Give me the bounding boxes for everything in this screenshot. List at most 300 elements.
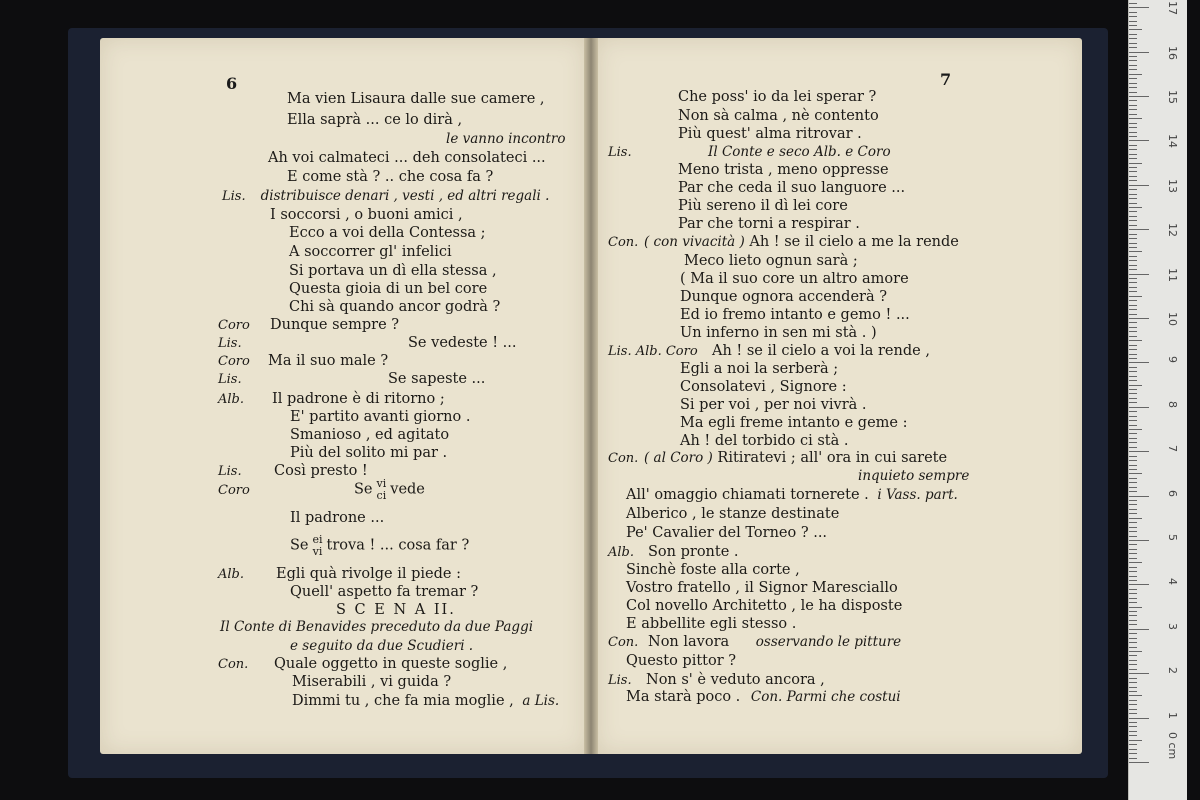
ruler-tick xyxy=(1129,185,1149,186)
line-text: Non s' è veduto ancora , xyxy=(646,672,825,688)
ruler-label: 0 cm xyxy=(1166,732,1179,760)
text-line: E' partito avanti giorno . xyxy=(290,409,471,425)
ruler-tick xyxy=(1129,678,1137,679)
text-line xyxy=(218,318,399,333)
ruler-tick xyxy=(1129,664,1137,665)
text-line: Miserabili , vi guida ? xyxy=(292,674,452,690)
ruler-tick xyxy=(1129,624,1137,625)
ruler-label: 15 xyxy=(1166,90,1179,104)
ruler-tick xyxy=(1129,655,1137,656)
ruler-tick xyxy=(1129,700,1137,701)
line-text: Così presto ! xyxy=(274,463,368,479)
text-line xyxy=(292,694,559,709)
stage-direction: a Lis. xyxy=(522,693,560,709)
ruler-tick xyxy=(1129,398,1137,399)
speaker-label: Con. xyxy=(608,235,639,250)
ruler-tick xyxy=(1129,682,1137,683)
text-line xyxy=(608,673,825,688)
speaker-label: Lis. Alb. Coro xyxy=(608,344,698,359)
ruler-tick xyxy=(1129,140,1149,141)
speaker-label: Lis. xyxy=(218,464,242,479)
ruler-tick xyxy=(1129,620,1137,621)
stage-direction: Il Conte e seco Alb. e Coro xyxy=(708,144,891,160)
line-text: Se sapeste ... xyxy=(388,371,486,387)
ruler-tick xyxy=(1129,158,1137,159)
speaker-label: Lis. xyxy=(218,372,242,387)
ruler-tick xyxy=(1129,291,1137,292)
speaker-label: Lis. xyxy=(608,673,632,688)
text-line: Dunque ognora accenderà ? xyxy=(680,289,888,305)
speaker-label: Con. xyxy=(608,451,639,466)
ruler-tick xyxy=(1129,65,1137,66)
ruler-tick xyxy=(1129,433,1137,434)
ruler-tick xyxy=(1129,322,1137,323)
text-line: Egli a noi la serberà ; xyxy=(680,361,839,377)
ruler-tick xyxy=(1129,651,1142,652)
text-line: A soccorrer gl' infelici xyxy=(289,244,452,260)
text-line: Più del solito mi par . xyxy=(290,445,448,461)
text-line xyxy=(626,690,901,705)
ruler-tick xyxy=(1129,451,1149,452)
speaker-label: Lis. xyxy=(608,145,632,160)
ruler-label: 1 xyxy=(1166,711,1179,719)
text-line xyxy=(608,145,891,160)
text-line xyxy=(608,635,901,650)
ruler-tick xyxy=(1129,593,1137,594)
ruler-tick xyxy=(1129,100,1137,101)
text-line: Questa gioia di un bel core xyxy=(289,281,488,297)
text-line: Pe' Cavalier del Torneo ? ... xyxy=(626,525,828,541)
ruler-tick xyxy=(1129,411,1137,412)
ruler-tick xyxy=(1129,362,1149,363)
ruler-tick xyxy=(1129,296,1142,297)
text-line: Che poss' io da lei sperar ? xyxy=(678,89,877,105)
ruler-tick xyxy=(1129,633,1137,634)
ruler-tick xyxy=(1129,336,1137,337)
ruler-tick xyxy=(1129,576,1137,577)
ruler-tick xyxy=(1129,109,1137,110)
ruler-tick xyxy=(1129,349,1137,350)
ruler-tick xyxy=(1129,256,1137,257)
ruler-tick xyxy=(1129,305,1137,306)
speaker-label: Coro xyxy=(218,354,250,369)
ruler-tick xyxy=(1129,407,1149,408)
text-line: I soccorsi , o buoni amici , xyxy=(270,207,463,223)
speaker-label: Lis. xyxy=(218,336,242,351)
ruler-tick xyxy=(1129,695,1142,696)
variant-top: ei xyxy=(312,533,323,546)
stage-direction: distribuisce denari , vesti , ed altri regali . xyxy=(260,188,550,204)
text-line: Smanioso , ed agitato xyxy=(290,427,450,443)
stage-direction: Il Conte di Benavides preceduto da due Paggi xyxy=(220,619,534,635)
ruler-tick xyxy=(1129,83,1137,84)
ruler-tick xyxy=(1129,52,1149,53)
ruler-tick xyxy=(1129,562,1142,563)
ruler-tick xyxy=(1129,607,1142,608)
text-line xyxy=(218,567,461,582)
text-line: Più quest' alma ritrovar . xyxy=(678,126,862,142)
ruler-tick xyxy=(1129,318,1149,319)
ruler-tick xyxy=(1129,251,1142,252)
ruler-tick xyxy=(1129,553,1137,554)
text-line: Ed io fremo intanto e gemo ! ... xyxy=(680,307,910,323)
ruler-label: 13 xyxy=(1166,178,1179,193)
ruler-tick xyxy=(1129,611,1137,612)
variant-bottom: vi xyxy=(312,544,323,558)
line-text: Ah ! se il cielo a me la rende xyxy=(749,234,959,250)
ruler-tick xyxy=(1129,753,1137,754)
variant-bottom: ci xyxy=(376,488,387,502)
ruler-tick xyxy=(1129,309,1137,310)
text-line: E come stà ? .. che cosa fa ? xyxy=(287,169,494,185)
ruler-tick xyxy=(1129,442,1137,443)
ruler-label: 3 xyxy=(1166,622,1179,630)
ruler-label: 8 xyxy=(1166,400,1179,408)
ruler-tick xyxy=(1129,513,1137,514)
ruler-label: 9 xyxy=(1166,356,1179,364)
line-text: Ma starà poco . xyxy=(626,689,741,705)
ruler-tick xyxy=(1129,385,1142,386)
text-line: Ma vien Lisaura dalle sue camere , xyxy=(287,91,545,107)
ruler-tick xyxy=(1129,735,1137,736)
ruler-tick xyxy=(1129,278,1137,279)
text-line xyxy=(608,545,739,560)
text-line: E abbellite egli stesso . xyxy=(626,616,797,632)
ruler-tick xyxy=(1129,509,1137,510)
ruler-tick xyxy=(1129,282,1137,283)
ruler-tick xyxy=(1129,496,1149,497)
text-line xyxy=(608,235,959,250)
text-line: Ah ! del torbido ci stà . xyxy=(680,433,849,449)
ruler-tick xyxy=(1129,713,1137,714)
ruler-tick xyxy=(1129,744,1137,745)
line-text: Dunque sempre ? xyxy=(270,317,400,333)
ruler-tick xyxy=(1129,718,1149,719)
text-line: Col novello Architetto , le ha disposte xyxy=(626,598,903,614)
text-line: Ella saprà ... ce lo dirà , xyxy=(287,112,463,128)
speaker-label: Alb. xyxy=(218,567,244,582)
ruler-tick xyxy=(1129,105,1137,106)
ruler-tick xyxy=(1129,327,1137,328)
ruler-label: 2 xyxy=(1166,667,1179,675)
ruler-tick xyxy=(1129,380,1137,381)
ruler-tick xyxy=(1129,571,1137,572)
ruler-tick xyxy=(1129,500,1137,501)
text-line: Si per voi , per noi vivrà . xyxy=(680,397,867,413)
ruler-label: 11 xyxy=(1166,267,1179,282)
ruler-tick xyxy=(1129,602,1137,603)
text-line xyxy=(218,657,507,672)
line-text: Ritiratevi ; all' ora in cui sarete xyxy=(717,450,948,466)
ruler-tick xyxy=(1129,758,1137,759)
ruler-tick xyxy=(1129,687,1137,688)
ruler-tick xyxy=(1129,118,1142,119)
ruler-tick xyxy=(1129,34,1137,35)
line-text: trova ! ... cosa far ? xyxy=(326,537,470,554)
ruler-tick xyxy=(1129,145,1137,146)
ruler-tick xyxy=(1129,225,1137,226)
text-line: Questo pittor ? xyxy=(626,653,737,669)
ruler-tick xyxy=(1129,21,1137,22)
text-line xyxy=(218,392,445,407)
ruler-tick xyxy=(1129,189,1137,190)
ruler-tick xyxy=(1129,43,1137,44)
ruler-tick xyxy=(1129,114,1137,115)
line-text: Se xyxy=(290,537,309,554)
line-text: Non lavora xyxy=(648,634,730,650)
ruler-tick xyxy=(1129,38,1137,39)
ruler-tick xyxy=(1129,69,1137,70)
ruler-tick xyxy=(1129,198,1137,199)
text-line: Chi sà quando ancor godrà ? xyxy=(289,299,501,315)
ruler-tick xyxy=(1129,389,1137,390)
speaker-label: Con. xyxy=(608,635,639,650)
ruler-tick xyxy=(1129,522,1137,523)
text-line xyxy=(218,354,388,369)
text-line: Non sà calma , nè contento xyxy=(678,108,879,124)
ruler-tick xyxy=(1129,136,1137,137)
text-line: Vostro fratello , il Signor Maresciallo xyxy=(626,580,898,596)
line-text: Quale oggetto in queste soglie , xyxy=(274,656,508,672)
text-line xyxy=(222,189,549,204)
stage-direction: ( al Coro ) xyxy=(644,450,713,466)
ruler-tick xyxy=(1129,518,1142,519)
text-line: Ecco a voi della Contessa ; xyxy=(289,225,486,241)
ruler-tick xyxy=(1129,749,1137,750)
stage-direction: inquieto sempre xyxy=(858,468,970,484)
ruler-tick xyxy=(1129,598,1137,599)
ruler-tick xyxy=(1129,709,1137,710)
ruler-tick xyxy=(1129,660,1137,661)
ruler-tick xyxy=(1129,558,1137,559)
variant-top: vi xyxy=(376,477,387,490)
ruler-tick xyxy=(1129,176,1137,177)
ruler-tick xyxy=(1129,469,1137,470)
stage-direction: i Vass. part. xyxy=(877,487,958,503)
ruler-tick xyxy=(1129,274,1149,275)
text-line: Sinchè foste alla corte , xyxy=(626,562,800,578)
stage-direction: osservando le pitture xyxy=(755,634,902,650)
ruler-tick xyxy=(1129,87,1137,88)
ruler-tick xyxy=(1129,47,1137,48)
ruler-tick xyxy=(1129,429,1142,430)
ruler-tick xyxy=(1129,615,1137,616)
speaker-label: Coro xyxy=(218,482,250,498)
text-line xyxy=(626,488,958,503)
stage-direction: Con. Parmi che costui xyxy=(750,689,901,705)
ruler-tick xyxy=(1129,704,1137,705)
ruler-tick xyxy=(1129,234,1137,235)
speaker-label: Alb. xyxy=(608,545,634,560)
ruler-tick xyxy=(1129,376,1137,377)
ruler-tick xyxy=(1129,478,1137,479)
text-line xyxy=(218,464,368,479)
ruler-tick xyxy=(1129,580,1137,581)
ruler-tick xyxy=(1129,465,1137,466)
ruler-tick xyxy=(1129,243,1137,244)
ruler-tick xyxy=(1129,180,1137,181)
ruler-tick xyxy=(1129,345,1137,346)
text-line xyxy=(290,534,469,557)
ruler-tick xyxy=(1129,393,1137,394)
line-text: All' omaggio chiamati tornerete . xyxy=(626,487,869,503)
ruler-tick xyxy=(1129,92,1137,93)
text-line: Il padrone ... xyxy=(290,510,385,526)
ruler-tick xyxy=(1129,669,1137,670)
line-text: Son pronte . xyxy=(648,544,739,560)
ruler-tick xyxy=(1129,314,1137,315)
ruler-tick xyxy=(1129,629,1149,630)
ruler-tick xyxy=(1129,331,1137,332)
stage-direction: ( con vivacità ) xyxy=(644,234,745,250)
ruler-tick xyxy=(1129,425,1137,426)
speaker-label: Coro xyxy=(218,318,250,333)
ruler-tick xyxy=(1129,74,1142,75)
ruler-tick xyxy=(1129,358,1137,359)
ruler-tick xyxy=(1129,300,1137,301)
ruler-tick xyxy=(1129,207,1142,208)
ruler-tick xyxy=(1129,269,1137,270)
text-line xyxy=(218,336,516,351)
stage-direction: le vanno incontro xyxy=(446,131,566,147)
ruler-label: 16 xyxy=(1166,45,1179,60)
line-text: Ah ! se il cielo a voi la rende , xyxy=(712,343,930,359)
ruler-tick xyxy=(1129,220,1137,221)
ruler-tick xyxy=(1129,691,1137,692)
ruler-tick xyxy=(1129,504,1137,505)
text-line xyxy=(218,478,425,501)
ruler-tick xyxy=(1129,354,1137,355)
line-text: Egli quà rivolge il piede : xyxy=(276,566,461,582)
speaker-label: Con. xyxy=(218,657,249,672)
ruler-tick xyxy=(1129,722,1137,723)
text-line xyxy=(608,344,930,359)
ruler-tick xyxy=(1129,171,1137,172)
ruler-tick xyxy=(1129,132,1137,133)
ruler-label: 10 xyxy=(1166,312,1179,326)
ruler-tick xyxy=(1129,154,1137,155)
ruler-tick xyxy=(1129,491,1137,492)
ruler-tick xyxy=(1129,260,1137,261)
ruler-label: 4 xyxy=(1166,578,1179,586)
ruler-tick xyxy=(1129,265,1137,266)
variant-stack xyxy=(377,478,387,501)
ruler-tick xyxy=(1129,167,1137,168)
ruler-tick xyxy=(1129,123,1137,124)
ruler-tick xyxy=(1129,540,1149,541)
ruler-tick xyxy=(1129,673,1149,674)
ruler-tick xyxy=(1129,78,1137,79)
line-text: Ma il suo male ? xyxy=(268,353,389,369)
book-gutter xyxy=(584,38,598,754)
ruler-tick xyxy=(1129,438,1137,439)
ruler-label: 5 xyxy=(1166,534,1179,541)
text-line xyxy=(608,451,947,466)
ruler-tick xyxy=(1129,473,1142,474)
line-text: Dimmi tu , che fa mia moglie , xyxy=(292,693,514,709)
right-page-number: 7 xyxy=(940,70,952,89)
ruler-tick xyxy=(1129,420,1137,421)
ruler-label: 6 xyxy=(1166,489,1179,497)
ruler-tick xyxy=(1129,726,1137,727)
text-line: Consolatevi , Signore : xyxy=(680,379,847,395)
ruler-tick xyxy=(1129,544,1137,545)
ruler-tick xyxy=(1129,531,1137,532)
ruler-tick xyxy=(1129,642,1137,643)
ruler-tick xyxy=(1129,731,1137,732)
ruler-tick xyxy=(1129,12,1137,13)
ruler-label: 17 xyxy=(1166,1,1179,16)
text-line: Più sereno il dì lei core xyxy=(678,198,848,214)
ruler-tick xyxy=(1129,638,1137,639)
ruler-tick xyxy=(1129,589,1137,590)
ruler-tick xyxy=(1129,402,1137,403)
ruler-tick xyxy=(1129,460,1137,461)
line-text: Se vedeste ! ... xyxy=(408,335,517,351)
ruler-tick xyxy=(1129,287,1137,288)
ruler-tick xyxy=(1129,194,1137,195)
scene-heading: S C E N A II. xyxy=(336,602,456,618)
text-line: Meco lieto ognun sarà ; xyxy=(684,253,858,269)
ruler-tick xyxy=(1129,127,1137,128)
ruler-tick xyxy=(1129,416,1137,417)
ruler-tick xyxy=(1129,216,1137,217)
ruler-tick xyxy=(1129,3,1137,4)
ruler-tick xyxy=(1129,25,1137,26)
ruler-tick xyxy=(1129,340,1142,341)
text-line: Par che ceda il suo languore ... xyxy=(678,180,906,196)
text-line: Alberico , le stanze destinate xyxy=(626,506,840,522)
ruler-tick xyxy=(1129,584,1149,585)
ruler-tick xyxy=(1129,762,1149,763)
ruler-tick xyxy=(1129,238,1137,239)
ruler-label: 7 xyxy=(1166,445,1179,453)
text-line: Ma egli freme intanto e geme : xyxy=(680,415,908,431)
ruler-tick xyxy=(1129,149,1137,150)
stage-direction: e seguito da due Scudieri . xyxy=(290,638,474,654)
text-line: Quell' aspetto fa tremar ? xyxy=(290,584,479,600)
ruler-tick xyxy=(1129,367,1137,368)
ruler-tick xyxy=(1129,527,1137,528)
ruler-label: 12 xyxy=(1166,223,1179,238)
left-page-number: 6 xyxy=(226,74,238,93)
text-line: ( Ma il suo core un altro amore xyxy=(680,271,909,287)
text-line: Si portava un dì ella stessa , xyxy=(289,263,497,279)
ruler-tick xyxy=(1129,163,1142,164)
speaker-label: Alb. xyxy=(218,392,244,407)
ruler-tick xyxy=(1129,56,1137,57)
ruler-tick xyxy=(1129,247,1137,248)
ruler-tick xyxy=(1129,567,1137,568)
ruler-tick xyxy=(1129,29,1142,30)
text-line: Ah voi calmateci ... deh consolateci ... xyxy=(268,150,546,166)
ruler-tick xyxy=(1129,647,1137,648)
ruler-tick xyxy=(1129,740,1142,741)
line-text: vede xyxy=(390,481,425,498)
line-text: Se xyxy=(354,481,373,498)
text-line: Un inferno in sen mi stà . ) xyxy=(680,325,877,341)
ruler-tick xyxy=(1129,96,1149,97)
ruler-tick xyxy=(1129,456,1137,457)
ruler-tick xyxy=(1129,60,1137,61)
speaker-label: Lis. xyxy=(222,189,246,204)
ruler-tick xyxy=(1129,211,1137,212)
ruler-tick xyxy=(1129,487,1137,488)
ruler-tick xyxy=(1129,7,1149,8)
ruler-tick xyxy=(1129,229,1149,230)
text-line: Meno trista , meno oppresse xyxy=(678,162,889,178)
ruler-tick xyxy=(1129,371,1137,372)
